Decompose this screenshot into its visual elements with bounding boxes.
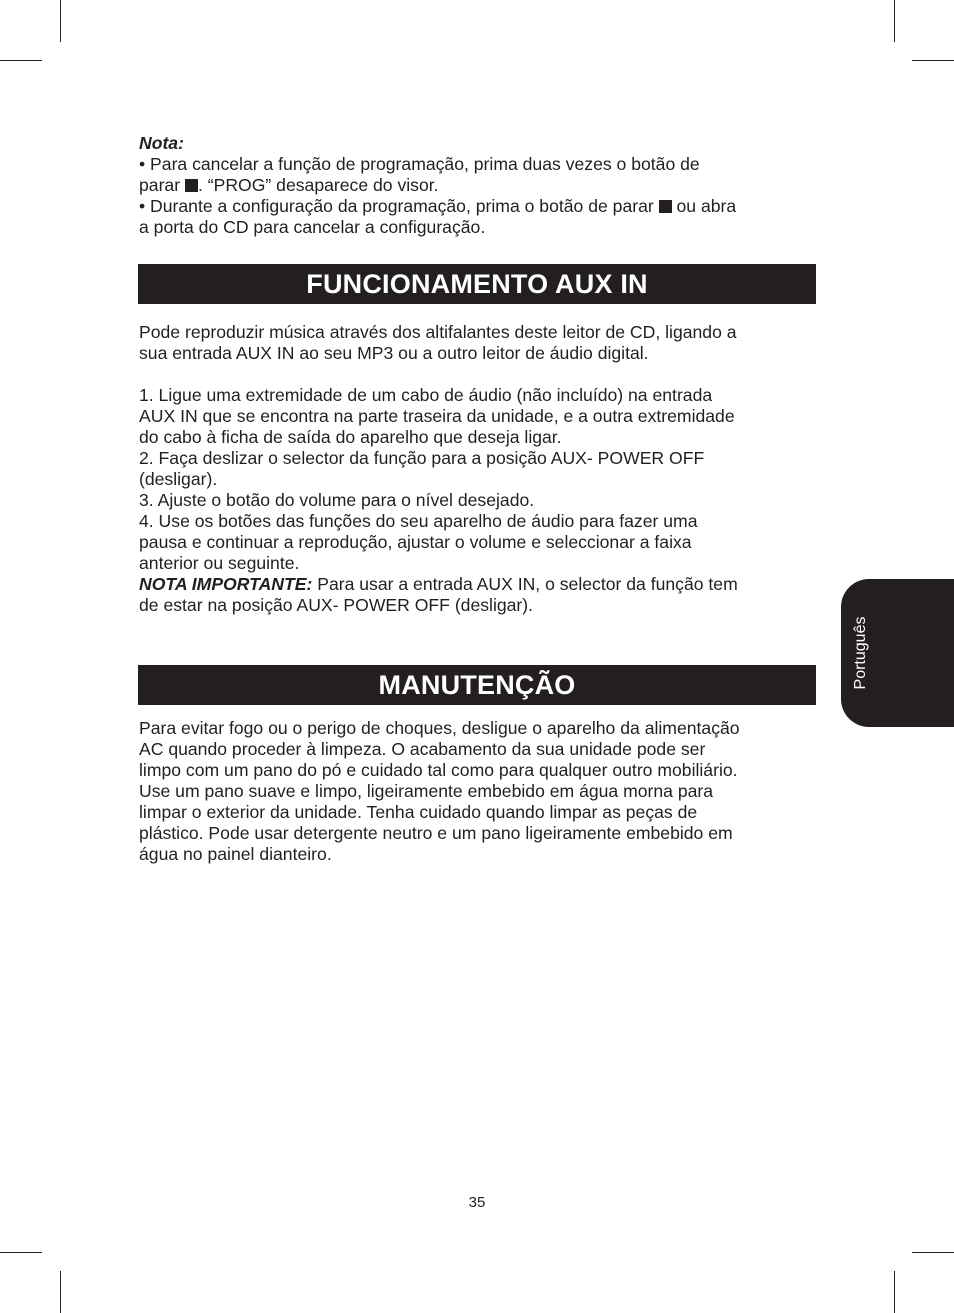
language-side-tab-label: Português	[852, 616, 869, 690]
aux-step-3: 3. Ajuste o botão do volume para o nível desejado.	[139, 490, 535, 510]
crop-mark-bottom-left-horizontal	[0, 1252, 42, 1253]
spacer	[139, 364, 816, 385]
note-line-3-end: ou abra	[676, 196, 737, 216]
aux-step-1-line-1: 1. Ligue uma extremidade de um cabo de áudio (não incluído) na entrada	[139, 385, 713, 405]
maintenance-heading: MANUTENÇÃO	[138, 665, 816, 705]
aux-in-heading: FUNCIONAMENTO AUX IN	[138, 264, 816, 304]
aux-step-4-line-2: pausa e continuar a reprodução, ajustar o volume e seleccionar a faixa	[139, 532, 692, 552]
note-line-2	[139, 175, 816, 196]
important-note-label: NOTA IMPORTANTE:	[139, 574, 313, 594]
stop-square-icon	[659, 200, 672, 213]
crop-mark-top-right-vertical	[894, 0, 895, 42]
note-line-1: • Para cancelar a função de programação, prima duas vezes o botão de	[139, 154, 700, 174]
page-number: 35	[468, 1194, 486, 1211]
aux-step-1-line-3: do cabo à ficha de saída do aparelho que deseja ligar.	[139, 427, 562, 447]
aux-step-4-line-1: 4. Use os botões das funções do seu aparelho de áudio para fazer uma	[139, 511, 698, 531]
aux-intro-line-2: sua entrada AUX IN ao seu MP3 ou a outro leitor de áudio digital.	[139, 343, 649, 363]
note-line-2-end: . “PROG” desaparece do visor.	[197, 175, 439, 195]
maintenance-line-7: água no painel dianteiro.	[139, 844, 332, 864]
aux-step-1-line-2: AUX IN que se encontra na parte traseira da unidade, e a outra extremidade	[139, 406, 735, 426]
note-line-4: a porta do CD para cancelar a configuração.	[139, 217, 486, 237]
important-note-line-2: de estar na posição AUX- POWER OFF (desligar).	[139, 595, 534, 615]
maintenance-line-1: Para evitar fogo ou o perigo de choques, desligue o aparelho da alimentação	[139, 718, 740, 738]
maintenance-line-2: AC quando proceder à limpeza. O acabamento da sua unidade pode ser	[139, 739, 706, 759]
aux-in-section	[139, 322, 816, 616]
note-line-3	[139, 196, 816, 217]
maintenance-line-4: Use um pano suave e limpo, ligeiramente embebido em água morna para	[139, 781, 714, 801]
crop-mark-bottom-right-horizontal	[912, 1252, 954, 1253]
aux-step-2-line-1: 2. Faça deslizar o selector da função para a posição AUX- POWER OFF	[139, 448, 705, 468]
crop-mark-top-right-horizontal	[912, 60, 954, 61]
important-note-text: Para usar a entrada AUX IN, o selector da função tem	[312, 574, 738, 594]
aux-intro-line-1: Pode reproduzir música através dos altifalantes deste leitor de CD, ligando a	[139, 322, 737, 342]
note-line-3-start: • Durante a configuração da programação, prima o botão de parar	[139, 196, 654, 216]
crop-mark-top-left-vertical	[60, 0, 61, 42]
note-heading: Nota:	[139, 133, 184, 153]
maintenance-line-5: limpar o exterior da unidade. Tenha cuidado quando limpar as peças de	[139, 802, 698, 822]
note-section	[139, 133, 816, 238]
aux-step-4-line-3: anterior ou seguinte.	[139, 553, 300, 573]
crop-mark-top-left-horizontal	[0, 60, 42, 61]
stop-square-icon	[185, 179, 198, 192]
maintenance-line-3: limpo com um pano do pó e cuidado tal como para qualquer outro mobiliário.	[139, 760, 738, 780]
aux-step-2-line-2: (desligar).	[139, 469, 218, 489]
crop-mark-bottom-right-vertical	[894, 1271, 895, 1313]
important-note-line-1	[139, 574, 816, 595]
maintenance-section	[139, 718, 816, 865]
note-line-2-start: parar	[139, 175, 181, 195]
crop-mark-bottom-left-vertical	[60, 1271, 61, 1313]
maintenance-line-6: plástico. Pode usar detergente neutro e um pano ligeiramente embebido em	[139, 823, 733, 843]
